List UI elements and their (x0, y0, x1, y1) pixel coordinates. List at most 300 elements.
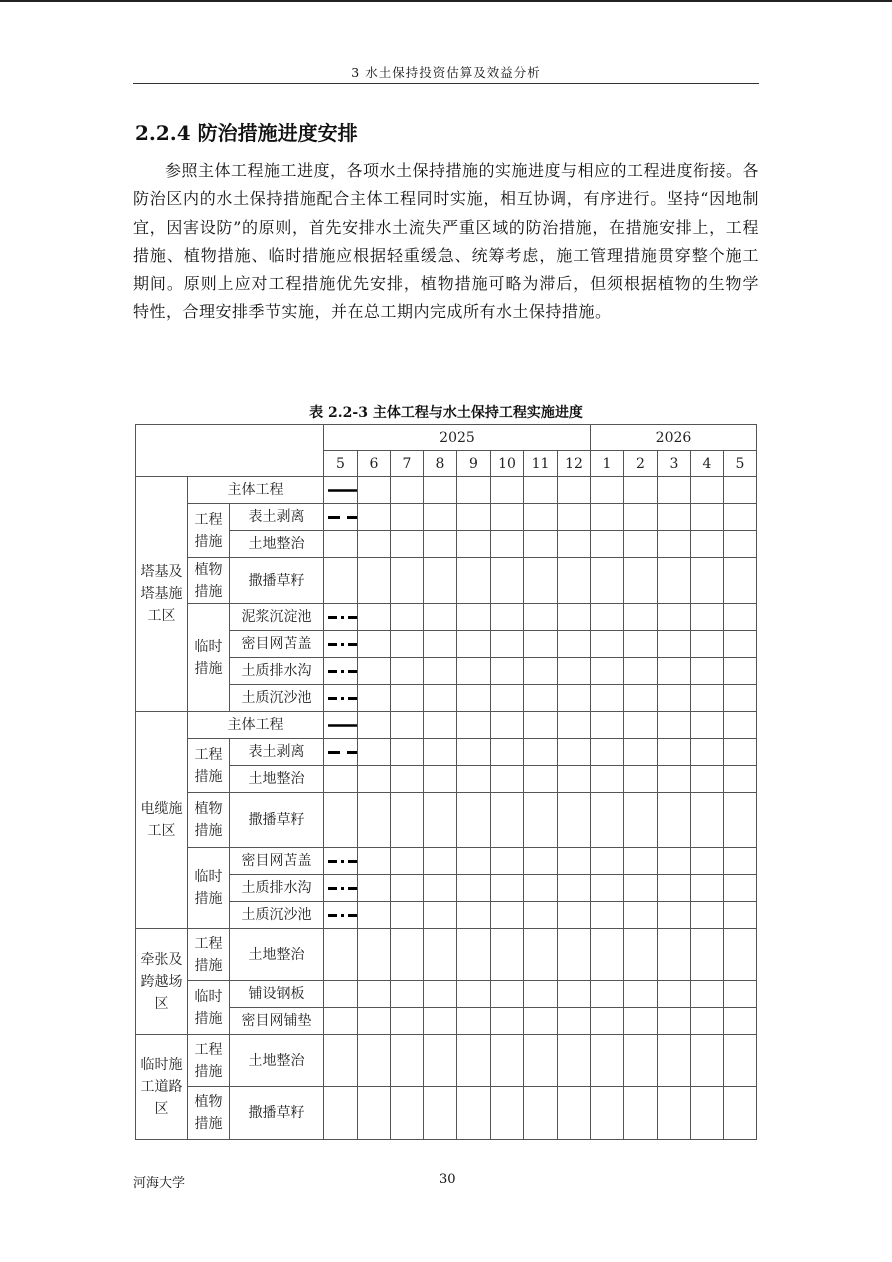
month-cell (391, 604, 424, 631)
schedule-row (136, 712, 757, 739)
month-cell (391, 1087, 424, 1140)
schedule-row (136, 1008, 757, 1035)
month-cell (524, 739, 558, 766)
month-cell (324, 739, 358, 766)
month-cell (358, 929, 391, 981)
month-cell (424, 929, 457, 981)
month-cell (624, 712, 658, 739)
month-cell (558, 558, 591, 604)
month-cell (324, 1008, 358, 1035)
month-cell (558, 902, 591, 929)
month-cell (457, 685, 491, 712)
month-cell (691, 604, 724, 631)
month-cell (524, 766, 558, 793)
gantt-bar-layer (324, 685, 358, 712)
month-cell (424, 604, 457, 631)
month-cell (424, 558, 457, 604)
month-cell (391, 875, 424, 902)
month-cell (591, 902, 624, 929)
month-cell (591, 1087, 624, 1140)
gantt-bar-layer (324, 531, 358, 558)
month-cell (524, 631, 558, 658)
month-cell (724, 875, 757, 902)
month-cell (324, 712, 358, 739)
month-cell (391, 477, 424, 504)
month-cell (457, 712, 491, 739)
gantt-bar-layer (324, 793, 358, 848)
category-label: 临时 措施 (188, 981, 230, 1035)
month-cell (691, 929, 724, 981)
month-cell (558, 848, 591, 875)
month-header: 6 (358, 451, 391, 477)
month-cell (658, 1087, 691, 1140)
gantt-bar-layer (324, 848, 358, 875)
month-header: 8 (424, 451, 457, 477)
month-cell (358, 848, 391, 875)
gantt-bar-layer (324, 739, 358, 766)
month-cell (558, 793, 591, 848)
month-cell (358, 766, 391, 793)
month-cell (391, 1008, 424, 1035)
month-cell (491, 739, 524, 766)
gantt-bar-layer (324, 477, 358, 504)
month-cell (324, 658, 358, 685)
month-header: 11 (524, 451, 558, 477)
month-cell (391, 981, 424, 1008)
month-cell (491, 902, 524, 929)
month-cell (424, 504, 457, 531)
month-cell (691, 558, 724, 604)
month-cell (457, 739, 491, 766)
schedule-row (136, 604, 757, 631)
month-cell (691, 685, 724, 712)
month-cell (724, 531, 757, 558)
month-cell (558, 631, 591, 658)
item-label: 表土剥离 (230, 739, 324, 766)
year-header-2025: 2025 (324, 425, 591, 451)
month-cell (624, 793, 658, 848)
month-cell (457, 875, 491, 902)
category-label: 植物 措施 (188, 1087, 230, 1140)
month-cell (391, 631, 424, 658)
gantt-bar-layer (324, 1008, 358, 1035)
month-cell (658, 685, 691, 712)
month-cell (558, 929, 591, 981)
category-label: 植物 措施 (188, 793, 230, 848)
month-cell (591, 604, 624, 631)
category-label: 工程 措施 (188, 739, 230, 793)
schedule-row (136, 631, 757, 658)
month-cell (624, 981, 658, 1008)
month-cell (658, 531, 691, 558)
month-cell (358, 793, 391, 848)
month-cell (358, 902, 391, 929)
item-label: 撒播草籽 (230, 558, 324, 604)
month-cell (558, 658, 591, 685)
month-cell (658, 477, 691, 504)
month-cell (457, 929, 491, 981)
month-cell (391, 504, 424, 531)
month-cell (658, 981, 691, 1008)
month-cell (658, 739, 691, 766)
schedule-row (136, 504, 757, 531)
month-cell (457, 1087, 491, 1140)
item-label: 表土剥离 (230, 504, 324, 531)
month-cell (524, 604, 558, 631)
item-label: 撒播草籽 (230, 793, 324, 848)
gantt-bar-layer (324, 929, 358, 981)
month-cell (658, 504, 691, 531)
month-cell (491, 848, 524, 875)
month-cell (558, 685, 591, 712)
footer-institution: 河海大学 (133, 1176, 186, 1191)
item-label: 土地整治 (230, 766, 324, 793)
month-cell (457, 658, 491, 685)
category-label: 植物 措施 (188, 558, 230, 604)
month-cell (457, 604, 491, 631)
month-cell (724, 685, 757, 712)
month-cell (524, 875, 558, 902)
schedule-row (136, 875, 757, 902)
month-cell (724, 477, 757, 504)
month-cell (457, 531, 491, 558)
gantt-bar-layer (324, 658, 358, 685)
gantt-bar-layer (324, 631, 358, 658)
month-cell (658, 558, 691, 604)
item-label: 土质沉沙池 (230, 685, 324, 712)
category-label: 工程 措施 (188, 504, 230, 558)
category-label: 工程 措施 (188, 1035, 230, 1087)
month-cell (624, 658, 658, 685)
month-cell (724, 1008, 757, 1035)
schedule-row (136, 1035, 757, 1087)
category-label: 工程 措施 (188, 929, 230, 981)
month-cell (358, 658, 391, 685)
month-cell (658, 631, 691, 658)
month-cell (491, 658, 524, 685)
month-cell (558, 766, 591, 793)
month-cell (358, 1035, 391, 1087)
month-cell (424, 1008, 457, 1035)
month-cell (324, 981, 358, 1008)
item-label: 泥浆沉淀池 (230, 604, 324, 631)
item-label: 主体工程 (188, 477, 324, 504)
month-cell (524, 477, 558, 504)
month-cell (358, 981, 391, 1008)
month-cell (457, 504, 491, 531)
month-cell (424, 981, 457, 1008)
gantt-bar-layer (324, 981, 358, 1008)
item-label: 撒播草籽 (230, 1087, 324, 1140)
month-cell (524, 1008, 558, 1035)
month-cell (591, 848, 624, 875)
month-cell (624, 477, 658, 504)
month-cell (691, 1035, 724, 1087)
month-cell (457, 558, 491, 604)
month-cell (457, 848, 491, 875)
month-cell (524, 531, 558, 558)
category-label: 临时 措施 (188, 848, 230, 929)
month-cell (324, 504, 358, 531)
month-cell (358, 504, 391, 531)
month-cell (424, 1087, 457, 1140)
month-cell (558, 739, 591, 766)
month-cell (558, 531, 591, 558)
month-cell (391, 558, 424, 604)
gantt-bar-layer (324, 875, 358, 902)
month-cell (358, 712, 391, 739)
month-cell (524, 1035, 558, 1087)
schedule-row (136, 558, 757, 604)
month-cell (691, 631, 724, 658)
month-cell (358, 875, 391, 902)
header-rule (133, 83, 759, 84)
month-cell (324, 685, 358, 712)
month-cell (724, 902, 757, 929)
month-cell (491, 558, 524, 604)
month-cell (524, 558, 558, 604)
schedule-row (136, 848, 757, 875)
month-cell (658, 604, 691, 631)
month-cell (624, 929, 658, 981)
month-header: 7 (391, 451, 424, 477)
month-cell (424, 477, 457, 504)
month-cell (491, 685, 524, 712)
month-cell (724, 929, 757, 981)
month-cell (558, 981, 591, 1008)
item-label: 土地整治 (230, 531, 324, 558)
gantt-bar-layer (324, 1035, 358, 1087)
month-cell (724, 504, 757, 531)
month-cell (491, 1087, 524, 1140)
month-cell (324, 1035, 358, 1087)
month-cell (457, 766, 491, 793)
month-cell (691, 739, 724, 766)
month-cell (457, 981, 491, 1008)
item-label: 主体工程 (188, 712, 324, 739)
month-cell (624, 739, 658, 766)
year-header-2026: 2026 (591, 425, 757, 451)
month-cell (724, 604, 757, 631)
month-cell (624, 1035, 658, 1087)
month-header: 12 (558, 451, 591, 477)
month-cell (324, 929, 358, 981)
month-cell (724, 848, 757, 875)
zone-label: 牵张及 跨越场 区 (136, 929, 188, 1035)
month-header: 9 (457, 451, 491, 477)
month-cell (424, 1035, 457, 1087)
month-cell (491, 1035, 524, 1087)
month-cell (358, 531, 391, 558)
month-cell (558, 875, 591, 902)
month-cell (691, 477, 724, 504)
month-cell (457, 1008, 491, 1035)
month-cell (324, 477, 358, 504)
item-label: 密目网铺垫 (230, 1008, 324, 1035)
month-cell (524, 902, 558, 929)
month-header: 2 (624, 451, 658, 477)
month-cell (424, 531, 457, 558)
month-cell (524, 658, 558, 685)
month-cell (524, 929, 558, 981)
gantt-bar-layer (324, 766, 358, 793)
month-cell (624, 604, 658, 631)
month-cell (591, 929, 624, 981)
section-title: 2.2.4 防治措施进度安排 (135, 121, 358, 145)
month-cell (491, 875, 524, 902)
month-cell (591, 1035, 624, 1087)
month-cell (524, 504, 558, 531)
month-cell (324, 766, 358, 793)
month-cell (391, 766, 424, 793)
top-border (0, 0, 892, 2)
month-cell (491, 793, 524, 848)
schedule-table (135, 424, 757, 1140)
month-header: 4 (691, 451, 724, 477)
month-header: 10 (491, 451, 524, 477)
month-cell (491, 531, 524, 558)
body-paragraph: 参照主体工程施工进度，各项水土保持措施的实施进度与相应的工程进度衔接。各防治区内的水土保持措施配合主体工程同时实施，相互协调，有序进行。坚持“因地制宜，因害设防”的原则，首先安排水土流失严重区域的防治措施，在措施安排上，工程措施、植物措施、临时措施应根据轻重缓急、统筹考虑，施工管理措施贯穿整个施工期间。原则上应对工程措施优先安排，植物措施可略为滞后，但须根据植物的生物学特性，合理安排季节实施，并在总工期内完成所有水土保持措施。 (133, 161, 760, 322)
item-label: 铺设钢板 (230, 981, 324, 1008)
month-cell (591, 504, 624, 531)
month-cell (391, 902, 424, 929)
month-cell (658, 793, 691, 848)
item-label: 土质排水沟 (230, 875, 324, 902)
month-cell (691, 793, 724, 848)
month-cell (658, 712, 691, 739)
month-cell (358, 1087, 391, 1140)
month-cell (724, 631, 757, 658)
month-cell (624, 531, 658, 558)
running-header: 3 水土保持投资估算及效益分析 (351, 65, 541, 80)
month-cell (324, 902, 358, 929)
month-cell (591, 1008, 624, 1035)
month-cell (491, 631, 524, 658)
month-cell (724, 658, 757, 685)
schedule-row (136, 902, 757, 929)
gantt-bar-layer (324, 902, 358, 929)
month-cell (324, 558, 358, 604)
month-cell (691, 531, 724, 558)
item-label: 土地整治 (230, 1035, 324, 1087)
month-cell (591, 793, 624, 848)
month-cell (624, 848, 658, 875)
month-cell (324, 631, 358, 658)
month-cell (591, 739, 624, 766)
month-header: 5 (724, 451, 757, 477)
month-header: 5 (324, 451, 358, 477)
month-cell (491, 929, 524, 981)
month-cell (691, 504, 724, 531)
month-cell (324, 848, 358, 875)
month-cell (391, 658, 424, 685)
month-cell (658, 1035, 691, 1087)
month-cell (724, 766, 757, 793)
month-cell (491, 1008, 524, 1035)
month-cell (324, 531, 358, 558)
month-cell (457, 793, 491, 848)
schedule-row (136, 477, 757, 504)
month-cell (691, 766, 724, 793)
month-cell (658, 1008, 691, 1035)
month-cell (424, 658, 457, 685)
month-cell (591, 631, 624, 658)
month-cell (658, 902, 691, 929)
month-cell (558, 604, 591, 631)
month-cell (524, 685, 558, 712)
month-cell (658, 848, 691, 875)
month-cell (524, 793, 558, 848)
month-cell (424, 685, 457, 712)
month-cell (457, 902, 491, 929)
month-cell (324, 604, 358, 631)
month-cell (691, 712, 724, 739)
gantt-bar-layer (324, 604, 358, 631)
gantt-bar-layer (324, 712, 358, 739)
month-cell (424, 766, 457, 793)
page-number: 30 (439, 1172, 456, 1187)
month-cell (424, 712, 457, 739)
month-cell (491, 766, 524, 793)
schedule-row (136, 685, 757, 712)
item-label: 密目网苫盖 (230, 631, 324, 658)
month-cell (658, 875, 691, 902)
month-cell (691, 658, 724, 685)
month-cell (591, 477, 624, 504)
gantt-bar-layer (324, 504, 358, 531)
month-cell (457, 631, 491, 658)
schedule-row (136, 531, 757, 558)
month-cell (558, 1087, 591, 1140)
month-cell (591, 558, 624, 604)
schedule-row (136, 793, 757, 848)
month-cell (624, 631, 658, 658)
item-label: 密目网苫盖 (230, 848, 324, 875)
gantt-bar-layer (324, 558, 358, 604)
month-cell (691, 902, 724, 929)
month-cell (324, 793, 358, 848)
item-label: 土地整治 (230, 929, 324, 981)
schedule-row (136, 1087, 757, 1140)
gantt-bar-layer (324, 1087, 358, 1140)
month-cell (491, 504, 524, 531)
month-cell (524, 981, 558, 1008)
month-cell (691, 848, 724, 875)
month-header: 1 (591, 451, 624, 477)
month-cell (457, 1035, 491, 1087)
schedule-row (136, 981, 757, 1008)
month-cell (424, 631, 457, 658)
month-cell (558, 1008, 591, 1035)
month-cell (724, 793, 757, 848)
month-cell (591, 685, 624, 712)
schedule-row (136, 929, 757, 981)
month-cell (424, 793, 457, 848)
item-label: 土质沉沙池 (230, 902, 324, 929)
month-cell (358, 477, 391, 504)
month-cell (624, 766, 658, 793)
month-cell (391, 1035, 424, 1087)
month-cell (524, 712, 558, 739)
month-cell (491, 477, 524, 504)
month-cell (624, 902, 658, 929)
month-cell (424, 848, 457, 875)
month-cell (491, 981, 524, 1008)
month-cell (691, 1087, 724, 1140)
month-cell (358, 631, 391, 658)
month-cell (591, 981, 624, 1008)
month-cell (724, 1087, 757, 1140)
